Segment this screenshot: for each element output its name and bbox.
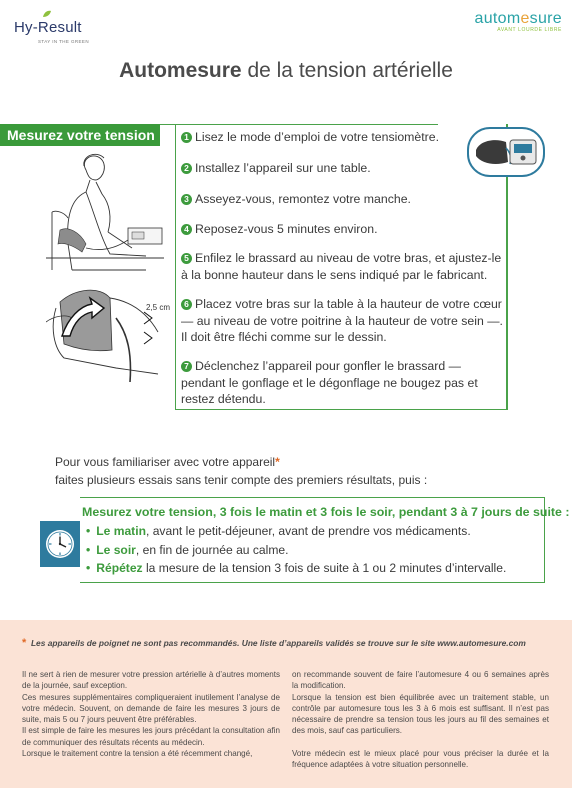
cuff-position-illustration: [46, 278, 176, 384]
step-5: 5 Enfilez le brassard au niveau de votre bras, et ajustez-le à la bonne hauteur dans le sens indiqué par le fabricant.: [181, 251, 502, 282]
step-1: 1 Lisez le mode d’emploi de votre tensiomètre.: [181, 129, 507, 146]
familiarize-line-2: faites plusieurs essais sans tenir compte des premiers résultats, puis :: [55, 473, 428, 487]
footer-left-paragraph: Il est simple de faire les mesures les jours précédant la consultation afin de communiquer des résultats récents au médecin.: [22, 726, 280, 747]
automesure-logo: [475, 10, 563, 33]
rule-evening: • Le soir, en fin de journée au calme.: [86, 543, 289, 557]
hy-result-logo: [14, 10, 94, 42]
step-6: 6 Placez votre bras sur la table à la hauteur de votre cœur — au niveau de votre poitrine à la hauteur de votre sein —. Il doit être fléchi comme sur le dessin.: [181, 297, 503, 344]
footer-left-paragraph: Il ne sert à rien de mesurer votre pression artérielle à d’autres moments de la journée, sauf exception.: [22, 670, 280, 691]
section-label: Mesurez votre tension: [0, 124, 160, 146]
measure-headline: Mesurez votre tension, 3 fois le matin et 3 fois le soir, pendant 3 à 7 jours de suite :: [82, 505, 570, 519]
footer-right-paragraph: on recommande souvent de faire l’automesure 4 ou 6 semaines après la modification.: [292, 670, 549, 691]
automesure-logo-name: automesure: [474, 10, 562, 27]
page-title: Automesure de la tension artérielle: [119, 59, 453, 82]
footer-note: * Les appareils de poignet ne sont pas recommandés. Une liste d’appareils validés se trouve sur le site www.automesure.com: [22, 637, 526, 649]
footer-left-column: [22, 669, 280, 759]
clock-icon: [40, 521, 80, 567]
step-3: 3 Asseyez-vous, remontez votre manche.: [181, 191, 507, 208]
hy-result-logo-tagline: STAY IN THE GREEN: [38, 39, 89, 44]
footer-right-column: [292, 669, 549, 771]
rule-repeat: • Répétez la mesure de la tension 3 fois de suite à 1 ou 2 minutes d’intervalle.: [86, 561, 507, 575]
rule-morning: • Le matin, avant le petit-déjeuner, avant de prendre vos médicaments.: [86, 524, 471, 538]
hy-result-logo-name: Hy-Result: [14, 19, 82, 36]
footer-right-paragraph: Votre médecin est le mieux placé pour vous préciser la durée et la fréquence adaptées à votre situation personnelle.: [292, 749, 549, 770]
step-7: 7 Déclenchez l’appareil pour gonfler le brassard — pendant le gonflage et le dégonflage ne bougez pas et restez détendu.: [181, 359, 478, 406]
step-2: 2 Installez l’appareil sur une table.: [181, 160, 507, 177]
footer-right-paragraph: Lorsque la tension est bien équilibrée avec un traitement stable, un contrôle par automesure tous les 3 à 6 mois est suffisant. Il n’est pas nécessaire de prendre sa tension tous les jours au fil des semaines et des mois, sauf cas particuliers.: [292, 692, 549, 736]
familiarize-line-1: Pour vous familiariser avec votre appareil*: [55, 455, 280, 469]
cuff-measure-label: 2,5 cm: [146, 303, 171, 312]
step-4: 4 Reposez-vous 5 minutes environ.: [181, 221, 507, 238]
automesure-logo-tagline: AVANT LOURDE LIBRE: [497, 27, 562, 33]
footer-left-paragraph: Ces mesures supplémentaires compliqueraient inutilement l’analyse de votre médecin. Souvent, on demande de faire les mesures 3 jours de suite, mais 5 ou 7 jours peuvent être préférables.: [22, 692, 280, 725]
seated-person-illustration: [46, 152, 164, 272]
footer-left-paragraph: Lorsque le traitement contre la tension a été récemment changé,: [22, 749, 253, 759]
blood-pressure-monitor-icon: [466, 126, 546, 178]
leaf-icon: [42, 10, 52, 18]
